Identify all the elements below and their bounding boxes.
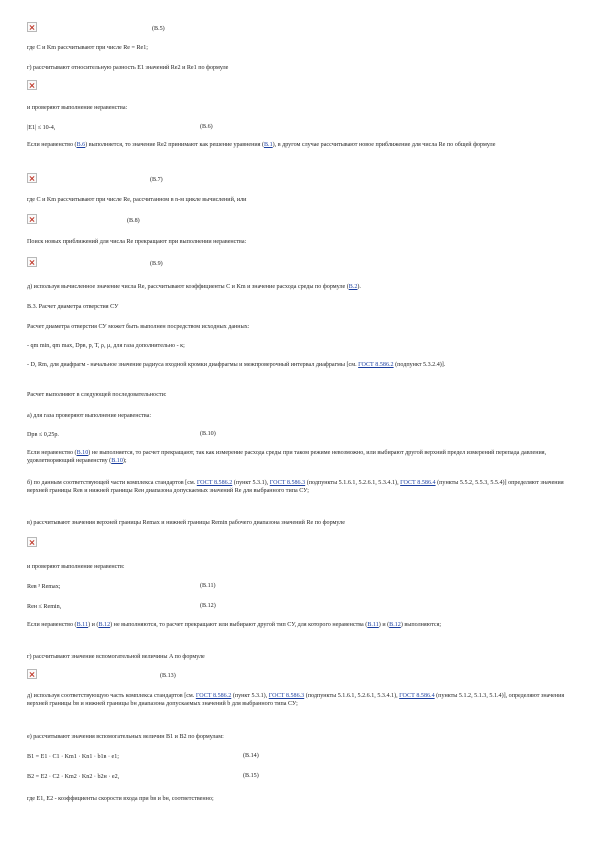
equation-number: (В.11) bbox=[200, 583, 216, 589]
paragraph-line: б) по данным соответствующей части комплекса стандартов [см. ГОСТ 8.586.2 (пункт 5.3.1), ГОСТ 8.586.3 (подпункты 5.1.6.1, 5.2.6.1, 5.3.4.1), ГОСТ 8.586.4 (пункты 5.5.2, 5.5.3, 5.5.4)] определяют значения верхней границы Reв и нижней границы Reн диапазона допускаемых значений Re для выбранного типа СУ; bbox=[27, 480, 564, 495]
formula-image-icon bbox=[27, 214, 37, 224]
paragraph-line: B2 = E2 · C2 · Km2 · Kn2 · b2н · e2, bbox=[27, 774, 120, 780]
paragraph-line: Если неравенство (В.10) не выполняется, то расчет прекращают, так как измерение расхода среды при таком режиме невозможно, или выбирают другой верхний предел измерений перепада давления, удовлетворяющий неравенству (В.10); bbox=[27, 450, 547, 465]
gost-link[interactable]: ГОСТ 8.586.2 bbox=[196, 480, 233, 486]
equation-ref-link[interactable]: В.10 bbox=[111, 458, 123, 465]
paragraph-line: в) рассчитывают значения верхней границы Remax и нижней границы Remin рабочего диапазона значений Re по формуле bbox=[27, 520, 345, 526]
equation-ref-link[interactable]: В.1 bbox=[263, 142, 273, 148]
gost-link[interactable]: ГОСТ 8.586.3 bbox=[268, 693, 305, 699]
equation-number: (В.8) bbox=[127, 218, 140, 224]
paragraph-line: |E1| ≤ 10-4, bbox=[27, 125, 56, 131]
equation-number: (В.13) bbox=[160, 673, 176, 679]
paragraph-line: Если неравенство (В.11) и (В.12) не выполняются, то расчет прекращают или выбирают другой тип СУ, для которого неравенства (В.11) и (В.12) выполняются; bbox=[27, 622, 442, 628]
gost-link[interactable]: ГОСТ 8.586.2 bbox=[195, 693, 232, 699]
paragraph-line: г) рассчитывают относительную разность E1 значений Re2 и Re1 по формуле bbox=[27, 65, 229, 71]
paragraph-line: а) для газа проверяют выполнение неравенства: bbox=[27, 413, 152, 419]
formula-image-icon bbox=[27, 669, 37, 679]
paragraph-line: Если неравенство (В.6) выполняется, то значение Re2 принимают как решение уравнения (В.1), в другом случае рассчитывают новое приближение для числа Re по общей формуле bbox=[27, 142, 496, 148]
equation-number: (В.7) bbox=[150, 177, 163, 183]
paragraph-line: - D, Rm, для диафрагм - начальное значение радиуса входной кромки диафрагмы и межпроверочный интервал диафрагмы [см. ГОСТ 8.586.2 (подпункт 5.3.2.4)]. bbox=[27, 362, 446, 368]
paragraph-line: е) рассчитывают значения вспомогательных величин B1 и B2 по формулам: bbox=[27, 734, 224, 740]
equation-number: (В.15) bbox=[243, 773, 259, 779]
formula-image-icon bbox=[27, 173, 37, 183]
gost-link[interactable]: ГОСТ 8.586.2 bbox=[358, 362, 394, 368]
formula-image-icon bbox=[27, 537, 37, 547]
equation-number: (В.10) bbox=[200, 431, 216, 437]
equation-ref-link[interactable]: В.6 bbox=[76, 142, 86, 148]
paragraph-line: и проверяют выполнение неравенства: bbox=[27, 105, 128, 111]
formula-image-icon bbox=[27, 80, 37, 90]
paragraph-line: Reн ≤ Remin, bbox=[27, 604, 62, 610]
equation-number: (В.6) bbox=[200, 124, 213, 130]
paragraph-line: д) используя вычисленное значение числа Re, рассчитывают коэффициенты C и Km и значение расхода среды по формуле (В.2). bbox=[27, 284, 361, 290]
equation-ref-link[interactable]: В.11 bbox=[76, 622, 89, 628]
gost-link[interactable]: ГОСТ 8.586.4 bbox=[400, 480, 436, 486]
equation-ref-link[interactable]: В.2 bbox=[348, 284, 358, 290]
equation-number: (В.5) bbox=[152, 26, 165, 32]
paragraph-line: д) используя соответствующую часть комплекса стандартов [см. ГОСТ 8.586.2 (пункт 5.3.1), ГОСТ 8.586.3 (подпункты 5.1.6.1, 5.2.6.1, 5.3.4.1), ГОСТ 8.586.4 (пункты 5.1.2, 5.1.3, 5.1.4)], определяют значения верхней границы bв и нижней границы bн диапазона допускаемых значений b для выбранного типа СУ; bbox=[27, 693, 565, 708]
gost-link[interactable]: ГОСТ 8.586.3 bbox=[269, 480, 306, 486]
paragraph-line: Расчет выполняют в следующей последовательности: bbox=[27, 392, 167, 398]
equation-number: (В.9) bbox=[150, 261, 163, 267]
paragraph-line: Расчет диаметра отверстия СУ может быть выполнен посредством исходных данных: bbox=[27, 324, 250, 330]
paragraph-line: - qm min, qm max, Dpв, p, T, ρ, μ, для газа дополнительно - к; bbox=[27, 343, 185, 349]
paragraph-line: Reв ³ Remax; bbox=[27, 584, 61, 590]
gost-link[interactable]: ГОСТ 8.586.4 bbox=[399, 693, 435, 699]
paragraph-line: Dpв ≤ 0,25p. bbox=[27, 432, 59, 438]
equation-ref-link[interactable]: В.10 bbox=[76, 450, 89, 456]
equation-number: (В.14) bbox=[243, 753, 259, 759]
paragraph-line: г) рассчитывают значение вспомогательной величины A по формуле bbox=[27, 654, 205, 660]
equation-ref-link[interactable]: В.11 bbox=[367, 622, 379, 628]
equation-ref-link[interactable]: В.12 bbox=[98, 622, 111, 628]
formula-image-icon bbox=[27, 257, 37, 267]
paragraph-line: В.3. Расчет диаметра отверстия СУ bbox=[27, 304, 119, 310]
equation-number: (В.12) bbox=[200, 603, 216, 609]
formula-image-icon bbox=[27, 22, 37, 32]
paragraph-line: Поиск новых приближений для числа Re прекращают при выполнении неравенства: bbox=[27, 239, 247, 245]
paragraph-line: где C и Km рассчитывают при числе Re = Re1; bbox=[27, 45, 148, 51]
paragraph-line: и проверяют выполнение неравенств: bbox=[27, 564, 125, 570]
paragraph-line: где C и Km рассчитывают при числе Re, рассчитанном в n-м цикле вычислений, или bbox=[27, 197, 247, 203]
paragraph-line: где E1, E2 - коэффициенты скорости входа при bв и bн, соответственно; bbox=[27, 796, 214, 802]
paragraph-line: B1 = E1 · C1 · Km1 · Kn1 · b1в · e1; bbox=[27, 754, 119, 760]
equation-ref-link[interactable]: В.12 bbox=[389, 622, 401, 628]
